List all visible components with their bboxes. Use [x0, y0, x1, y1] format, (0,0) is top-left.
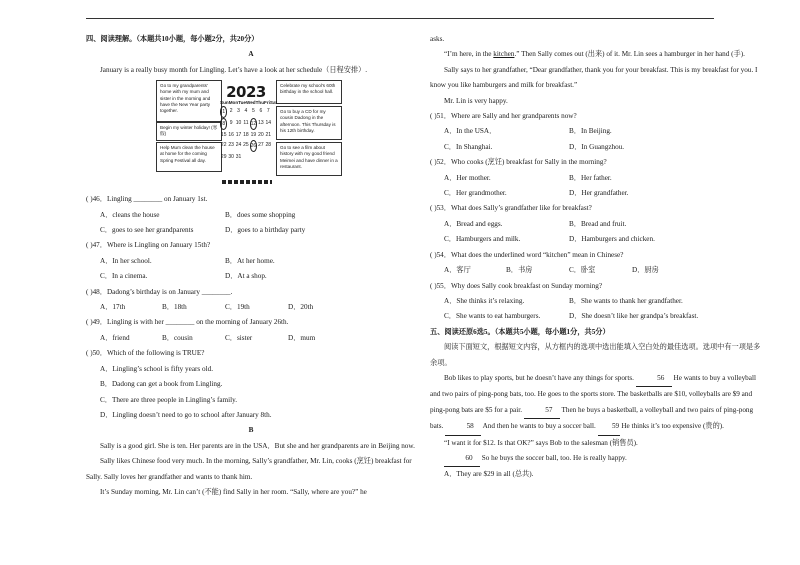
- passage-b-continued: asks.: [430, 35, 445, 43]
- passage-b-paragraph-6: Mr. Lin is very happy.: [444, 96, 508, 105]
- calendar-day: 11: [243, 120, 249, 127]
- c-text-5: He thinks it’s too expensive (贵的).: [619, 422, 724, 431]
- calendar-year: 2023: [226, 83, 266, 102]
- passage-b-paragraph-2: Sally likes Chinese food very much. In the morning, Sally’s grandfather, Mr. Lin, cooks (烹饪) breakfast for Sally. Sally loves her grandfather and wants to thank him.: [86, 457, 412, 481]
- underlined-word-kitchen: kitchen: [493, 50, 515, 59]
- q55-options-row-2: [430, 309, 765, 324]
- q47-option-b: B．At her home.: [225, 256, 275, 265]
- q54-option-b: B．书房: [506, 266, 533, 275]
- calendar-day: 1: [220, 106, 227, 118]
- blank-60: 60: [444, 451, 480, 467]
- q47-option-c: C．In a cinema.: [100, 272, 148, 281]
- calendar-day: 12: [250, 118, 258, 130]
- weekday: Sun: [220, 100, 229, 106]
- calendar-day: 4: [244, 108, 248, 115]
- question-48: ( )48．Dadong’s birthday is on January ________.: [86, 287, 233, 296]
- q55-option-b: B．She wants to thank her grandfather.: [569, 296, 683, 305]
- q52-option-b: B．Her father.: [569, 173, 612, 182]
- q47-options-row-2: [86, 269, 416, 284]
- schedule-note-5: Go to buy a CD for my cousin Dadong in the afternoon. This Thursday is his 12th birthday.: [276, 106, 342, 140]
- c-text-1: Bob likes to play sports, but he doesn’t have any things for sports.: [444, 373, 636, 382]
- q46-option-a: A．cleans the house: [100, 210, 160, 219]
- question-55: ( )55．Why does Sally cook breakfast on Sunday morning?: [430, 281, 603, 290]
- q52-option-a: A．Her mother.: [444, 173, 491, 182]
- calendar: [220, 83, 278, 180]
- q53-option-a: A．Bread and eggs.: [444, 219, 503, 228]
- weekday: Sat: [269, 100, 278, 106]
- q50-option-b: B．Dadong can get a book from Lingling.: [100, 380, 223, 389]
- q49-option-b: B．cousin: [162, 333, 193, 342]
- q53-options-row-2: [430, 232, 765, 247]
- calendar-day: 31: [235, 154, 242, 161]
- calendar-day: 29: [220, 154, 227, 161]
- calendar-day: 21: [265, 132, 272, 139]
- q53-option-d: D．Hamburgers and chicken.: [569, 235, 655, 244]
- weekday: Thu: [255, 100, 265, 106]
- calendar-day: 27: [258, 142, 264, 149]
- calendar-day: 17: [235, 132, 242, 139]
- q46-options-row-1: [86, 208, 416, 223]
- q46-option-d: D．goes to a birthday party: [225, 226, 306, 235]
- weekday: Mon: [228, 100, 239, 106]
- schedule-figure: [86, 80, 416, 186]
- calendar-day: 24: [235, 142, 242, 149]
- q51-options-row-2: [430, 140, 765, 155]
- calendar-day: 13: [258, 120, 264, 127]
- passage-b-paragraph-5: Sally says to her grandfather, “Dear grandfather, thank you for your breakfast. This is my breakfast for you. I know you like hamburgers and milk for breakfast.”: [430, 65, 758, 90]
- q53-option-c: C．Hamburgers and milk.: [444, 235, 521, 244]
- passage-b-paragraph-3: It’s Sunday morning, Mr. Lin can’t (不能) find Sally in her room. “Sally, where are you?” he: [100, 487, 367, 496]
- q51-options-row-1: [430, 124, 765, 139]
- question-54: ( )54．What does the underlined word “kitchen” mean in Chinese?: [430, 250, 624, 259]
- q50-option-a: A．Lingling’s school is fifty years old.: [100, 364, 213, 373]
- passage-b-paragraph-1: Sally is a good girl. She is ten. Her parents are in the USA．But she and her grandparents are in Beijing now.: [100, 441, 415, 450]
- paragraph-4-start: “I’m here, in the: [444, 50, 494, 59]
- part-b-label: B: [248, 426, 254, 435]
- blank-59: 59: [598, 419, 620, 435]
- c-text-6: So he buys the soccer ball, too. He is really happy.: [480, 453, 627, 462]
- calendar-day: 26: [250, 140, 258, 152]
- calendar-day: 3: [237, 108, 240, 115]
- c-text-4: And then he wants to buy a soccer ball.: [481, 422, 598, 431]
- question-49: ( )49．Lingling is with her ________ on the morning of January 26th.: [86, 318, 289, 327]
- schedule-note-4: Celebrate my school’s 60th birthday in the school hall.: [276, 80, 342, 104]
- calendar-day: 30: [228, 154, 234, 161]
- question-53: ( )53．What does Sally’s grandfather like for breakfast?: [430, 204, 592, 213]
- question-52: ( )52．Who cooks (烹饪) breakfast for Sally in the morning?: [430, 158, 607, 167]
- q51-option-c: C．In Shanghai.: [444, 142, 493, 151]
- q46-option-c: C．goes to see her grandparents: [100, 226, 194, 235]
- c-text-2: He wants to buy a volleyball and two pairs of ping-pong bats, too. He goes to the sports store. The basketballs are $10, volleyballs are $9 and ping-pong bats are $5 for a pair.: [430, 373, 756, 414]
- schedule-note-1: Go to my grandparents’ home with my mum and sister in the morning and have the New Year party together.: [156, 80, 222, 122]
- calendar-day: 15: [220, 132, 227, 139]
- q51-option-d: D．In Guangzhou.: [569, 142, 625, 151]
- passage-c-paragraph-2: “I want it for $12. Is that OK?” says Bob to the salesman (销售员).: [444, 438, 638, 447]
- section-5-title: 五、阅读还原6选5。（本题共5小题，每小题1分，共5分）: [430, 327, 610, 336]
- q48-option-b: B．18th: [162, 303, 187, 312]
- calendar-day: 5: [252, 108, 255, 115]
- question-50: ( )50．Which of the following is TRUE?: [86, 349, 205, 358]
- calendar-day: 14: [265, 120, 272, 127]
- question-46: ( )46．Lingling ________ on January 1st.: [86, 195, 208, 204]
- weekday: Wed: [245, 100, 256, 106]
- schedule-note-3: Help Mum clean the house at home for the coming Spring Festival all day.: [156, 142, 222, 172]
- calendar-day: 6: [259, 108, 263, 115]
- q53-option-b: B．Bread and fruit.: [569, 219, 627, 228]
- section-4-title: 四、阅读理解。（本题共10小题，每小题2分，共20分）: [86, 35, 259, 43]
- question-51: ( )51．Where are Sally and her grandparents now?: [430, 112, 577, 121]
- q54-option-d: D．厨房: [632, 266, 659, 275]
- q52-options-row-1: [430, 171, 765, 186]
- q50-option-c: C．There are three people in Lingling’s family.: [100, 395, 238, 404]
- q47-option-d: D．At a shop.: [225, 272, 267, 281]
- weekday: Fri: [264, 100, 270, 106]
- q50-option-d: D．Lingling doesn’t need to go to school after January 8th.: [100, 410, 272, 419]
- q47-options-row-1: [86, 254, 416, 269]
- calendar-day: 9: [229, 120, 233, 127]
- q48-option-c: C．19th: [225, 303, 250, 312]
- calendar-footer-strip: [222, 180, 272, 184]
- q55-option-d: D．She doesn’t like her grandpa’s breakfast.: [569, 312, 699, 321]
- calendar-day: 7: [266, 108, 270, 115]
- q52-option-c: C．Her grandmother.: [444, 189, 507, 198]
- q55-option-c: C．She wants to eat hamburgers.: [444, 312, 541, 321]
- q49-options: [86, 331, 416, 346]
- option-a: A．They are $29 in all (总共).: [444, 470, 534, 479]
- calendar-day: 28: [265, 142, 272, 149]
- q52-option-d: D．Her grandfather.: [569, 189, 629, 198]
- q55-option-a: A．She thinks it’s relaxing.: [444, 296, 525, 305]
- question-47: ( )47．Where is Lingling on January 15th?: [86, 241, 211, 250]
- q49-option-a: A．friend: [100, 333, 130, 342]
- left-column: [86, 32, 416, 500]
- calendar-day: 10: [235, 120, 242, 127]
- q55-options-row-1: [430, 294, 765, 309]
- calendar-day: 19: [250, 132, 257, 139]
- part-a-label: A: [248, 50, 254, 59]
- schedule-note-2: Begin my winter holiday! (寒假): [156, 122, 222, 141]
- blank-56: 56: [636, 371, 672, 387]
- q46-option-b: B．does some shopping: [225, 210, 296, 219]
- right-column: [430, 32, 765, 483]
- q49-option-c: C．sister: [225, 333, 253, 342]
- q54-option-a: A．客厅: [444, 266, 471, 275]
- paragraph-4-end: .” Then Sally comes out (出来) of it. Mr. Lin sees a hamburger in her hand (手).: [514, 50, 745, 59]
- weekday: Tue: [238, 100, 246, 106]
- q48-option-d: D．20th: [288, 303, 314, 312]
- calendar-day: 25: [243, 142, 249, 149]
- q54-options: [430, 263, 765, 278]
- q48-options: [86, 300, 416, 315]
- q52-options-row-2: [430, 186, 765, 201]
- passage-b-paragraph-4: [430, 47, 765, 62]
- q54-option-c: C．卧室: [569, 266, 596, 275]
- q51-option-a: A．In the USA．: [444, 127, 497, 136]
- blank-57: 57: [524, 403, 560, 419]
- section-5-instructions: 阅读下面短文，根据短文内容，从方框内的选项中选出能填入空白处的最佳选项。选项中有一项是多余项。: [430, 343, 761, 367]
- blank-58: 58: [445, 419, 481, 435]
- schedule-note-6: Go to see a film about history with my good friend Meimei and have dinner in a restaurant.: [276, 142, 342, 176]
- q53-options-row-1: [430, 217, 765, 232]
- calendar-day: 16: [228, 132, 234, 139]
- c-text-3: Then he buys a basketball, a volleyball and two pairs of ping-pong bats.: [430, 405, 754, 431]
- passage-a-intro: January is a really busy month for Lingling. Let’s have a look at her schedule（日程安排）.: [100, 65, 368, 74]
- calendar-day: 2: [229, 108, 233, 115]
- calendar-day: 20: [258, 132, 264, 139]
- q48-option-a: A．17th: [100, 303, 126, 312]
- calendar-day: 23: [228, 142, 234, 149]
- q51-option-b: B．In Beijing.: [569, 127, 612, 136]
- calendar-days: [220, 106, 272, 162]
- calendar-day: 18: [243, 132, 249, 139]
- calendar-day: 8: [220, 118, 227, 130]
- q47-option-a: A．In her school.: [100, 256, 152, 265]
- q46-options-row-2: [86, 223, 416, 238]
- passage-c-paragraph-1: [430, 371, 765, 436]
- passage-c-paragraph-3: [430, 451, 765, 467]
- q49-option-d: D．mum: [288, 333, 316, 342]
- calendar-day: 22: [220, 142, 227, 149]
- header-rule: [86, 18, 714, 19]
